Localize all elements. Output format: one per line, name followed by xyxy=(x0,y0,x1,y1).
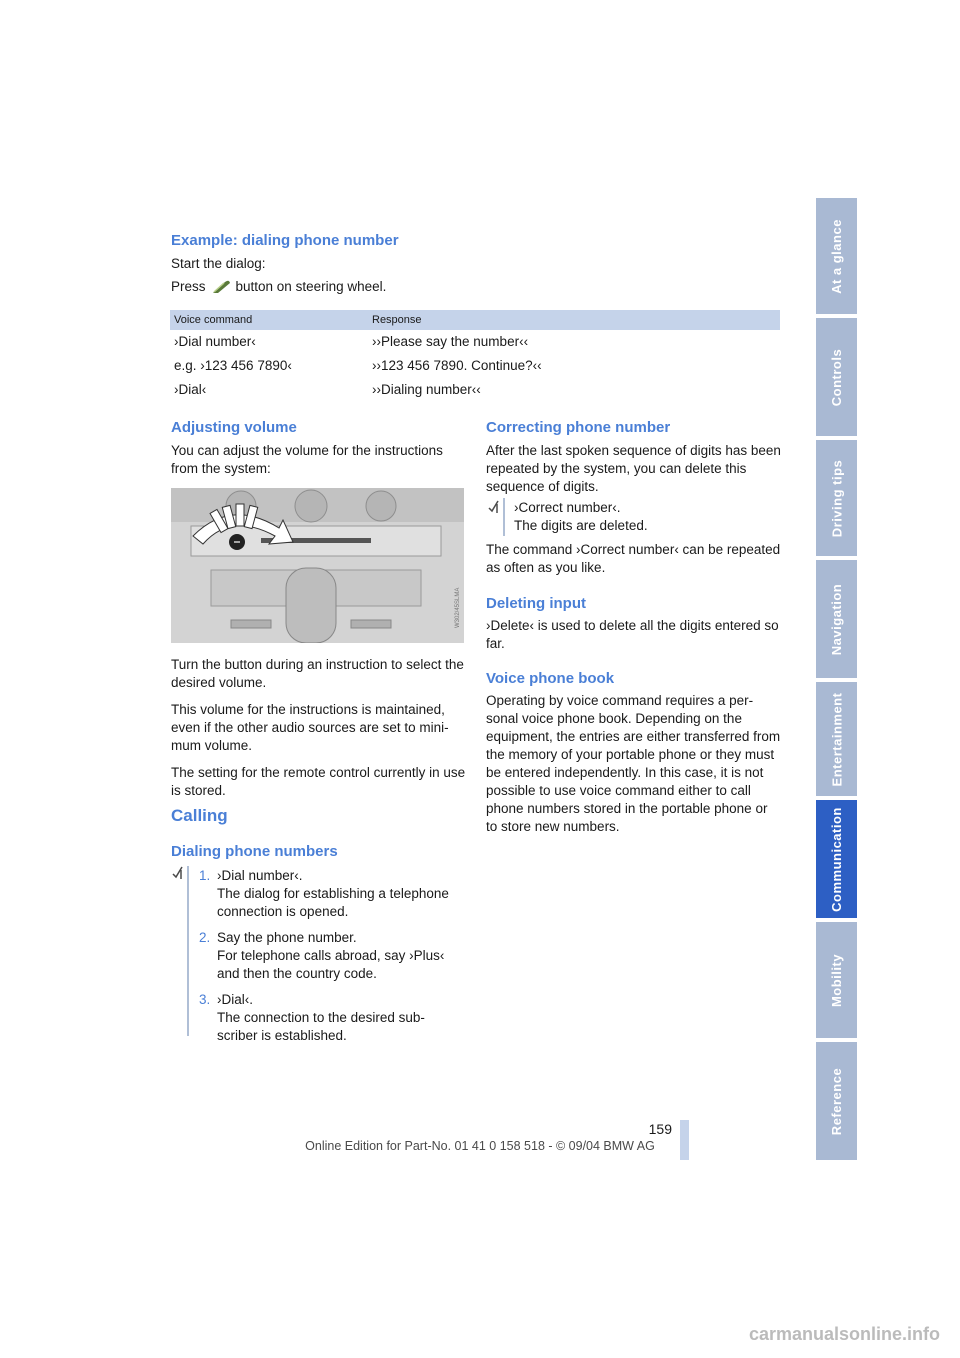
side-tab-label: Entertainment xyxy=(829,692,844,786)
side-tab-label: At a glance xyxy=(829,218,845,294)
side-tab-entertainment[interactable] xyxy=(816,682,857,796)
step-command: ›Dial number‹. xyxy=(217,868,303,883)
phonebook-heading: Voice phone book xyxy=(486,670,615,687)
side-tab-label: Mobility xyxy=(829,953,845,1007)
watermark: carmanualsonline.info xyxy=(748,1324,940,1344)
step-body xyxy=(217,929,469,983)
correcting-p2: The command ›Correct number‹ can be repeated as often as you like. xyxy=(486,542,781,575)
correcting-note-line2: The digits are deleted. xyxy=(514,518,648,533)
dialing-step xyxy=(199,929,469,983)
steps-note-bar xyxy=(187,866,189,1036)
figure-code: W302/45SLMA xyxy=(455,587,461,628)
header-voice-command: Voice command xyxy=(174,314,253,326)
adjusting-p1: Turn the button during an instruction to select the desired volume. xyxy=(171,657,464,690)
volume-knob-figure xyxy=(171,488,464,643)
correcting-note-bar xyxy=(503,498,505,536)
voice-command-table xyxy=(170,310,780,402)
adjusting-body xyxy=(171,656,466,809)
dialing-steps xyxy=(199,867,469,1053)
table-row xyxy=(170,330,780,354)
side-tab-at-a-glance[interactable] xyxy=(816,198,857,314)
step-number: 2. xyxy=(199,930,211,945)
dialing-step xyxy=(199,867,469,921)
adjusting-heading: Adjusting volume xyxy=(171,419,297,436)
side-tab-label: Driving tips xyxy=(829,459,845,537)
footer-text: Online Edition for Part-No. 01 41 0 158 518 - © 09/04 BMW AG xyxy=(305,1139,655,1153)
phonebook-p1: Operating by voice command requires a per- sonal voice phone book. Depending on the equipment, the entries are either transferred from the memory of your portable phone or they must be entered independently. In this case, it is not possible to use voice command either to call phone numbers stored in the portable phone or to store new numbers. xyxy=(486,693,781,834)
step-body xyxy=(217,867,469,921)
step-command: ›Dial‹. xyxy=(217,992,253,1007)
correcting-p1: After the last spoken sequence of digits has been repeated by the system, you can delete this sequence of digits. xyxy=(486,443,781,494)
correct-command-icon xyxy=(488,500,500,517)
correcting-note xyxy=(514,499,779,535)
step-command: Say the phone number. xyxy=(217,930,357,945)
header-response: Response xyxy=(372,314,422,326)
example-press-line xyxy=(171,278,386,296)
step-number: 3. xyxy=(199,992,211,1007)
step-number: 1. xyxy=(199,868,211,883)
example-intro: Start the dialog: xyxy=(171,256,266,271)
table-header xyxy=(170,310,780,330)
side-tab-label: Navigation xyxy=(829,583,844,655)
adjusting-p2: This volume for the instructions is maintained, even if the other audio sources are set to mini- mum volume. xyxy=(171,702,449,753)
deleting-p1: ›Delete‹ is used to delete all the digits entered so far. xyxy=(486,618,779,651)
table-row xyxy=(170,354,780,378)
step-description: For telephone calls abroad, say ›Plus‹ and then the country code. xyxy=(217,948,445,981)
correcting-heading: Correcting phone number xyxy=(486,419,671,436)
side-tab-controls[interactable] xyxy=(816,318,857,436)
response-cell: ››Dialing number‹‹ xyxy=(372,382,481,397)
side-tab-label: Communication xyxy=(829,806,845,912)
voice-command-cell: e.g. ›123 456 7890‹ xyxy=(174,358,292,373)
side-tab-driving-tips[interactable] xyxy=(816,440,857,556)
step-description: The dialog for establishing a telephone connection is opened. xyxy=(217,886,449,919)
side-tab-label: Reference xyxy=(829,1067,844,1135)
press-label: Press xyxy=(171,279,206,294)
step-body xyxy=(217,991,469,1045)
talk-button-icon xyxy=(210,280,232,294)
side-tab-mobility[interactable] xyxy=(816,922,857,1038)
dialing-step xyxy=(199,991,469,1045)
voice-command-icon xyxy=(172,866,184,883)
response-cell: ››Please say the number‹‹ xyxy=(372,334,529,349)
table-row xyxy=(170,378,780,402)
voice-command-cell: ›Dial number‹ xyxy=(174,334,256,349)
side-tab-navigation[interactable] xyxy=(816,560,857,678)
response-cell: ››123 456 7890. Continue?‹‹ xyxy=(372,358,542,373)
page-number: 159 xyxy=(648,1121,672,1137)
side-tab-label: Controls xyxy=(829,348,845,406)
correcting-note-line1: ›Correct number‹. xyxy=(514,500,621,515)
adjusting-p3: The setting for the remote control currently in use is stored. xyxy=(171,765,466,798)
step-description: The connection to the desired sub- scriber is established. xyxy=(217,1010,425,1043)
deleting-heading: Deleting input xyxy=(486,595,586,612)
voice-command-cell: ›Dial‹ xyxy=(174,382,207,397)
adjusting-intro: You can adjust the volume for the instructions from the system: xyxy=(171,443,443,476)
example-heading: Example: dialing phone number xyxy=(171,232,399,249)
press-suffix: button on steering wheel. xyxy=(235,279,387,294)
calling-heading: Calling xyxy=(171,806,228,825)
side-tab-communication[interactable] xyxy=(816,800,857,918)
dialing-subheading: Dialing phone numbers xyxy=(171,843,338,860)
